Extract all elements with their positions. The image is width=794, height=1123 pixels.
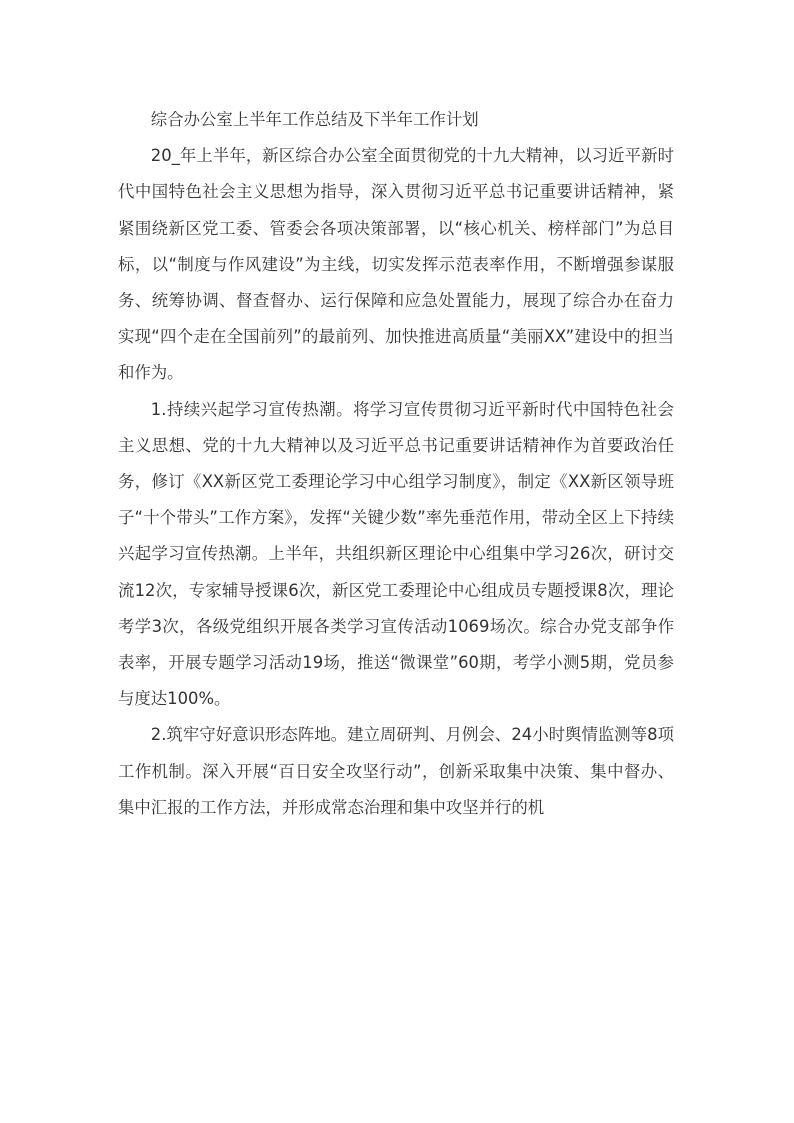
document-body: [118, 102, 674, 826]
paragraph-intro: 20_年上半年，新区综合办公室全面贯彻党的十九大精神，以习近平新时代中国特色社会主义思想为指导，深入贯彻习近平总书记重要讲话精神，紧紧围绕新区党工委、管委会各项决策部署，以“核心机关、榜样部门”为总目标，以“制度与作风建设”为主线，切实发挥示范表率作用，不断增强参谋服务、统筹协调、督查督办、运行保障和应急处置能力，展现了综合办在奋力实现“四个走在全国前列”的最前列、加快推进高质量“美丽XX”建设中的担当和作为。: [118, 146, 674, 383]
paragraph-study-campaign: 1.持续兴起学习宣传热潮。将学习宣传贯彻习近平新时代中国特色社会主义思想、党的十九大精神以及习近平总书记重要讲话精神作为首要政治任务，修订《XX新区党工委理论学习中心组学习制度》，制定《XX新区领导班子“十个带头”工作方案》，发挥“关键少数”率先垂范作用，带动全区上下持续兴起学习宣传热潮。上半年，共组织新区理论中心组集中学习26次，研讨交流12次，专家辅导授课6次，新区党工委理论中心组成员专题授课8次，理论考学3次，各级党组织开展各类学习宣传活动1069场次。综合办党支部争作表率，开展专题学习活动19场，推送“微课堂”60期，考学小测5期，党员参与度达100%。: [118, 399, 674, 709]
document-title: 综合办公室上半年工作总结及下半年工作计划: [150, 110, 479, 129]
paragraph-ideology-front: 2.筑牢守好意识形态阵地。建立周研判、月例会、24小时舆情监测等8项工作机制。深入开展“百日安全攻坚行动”，创新采取集中决策、集中督办、集中汇报的工作方法，并形成常态治理和集中攻坚并行的机: [118, 725, 674, 817]
